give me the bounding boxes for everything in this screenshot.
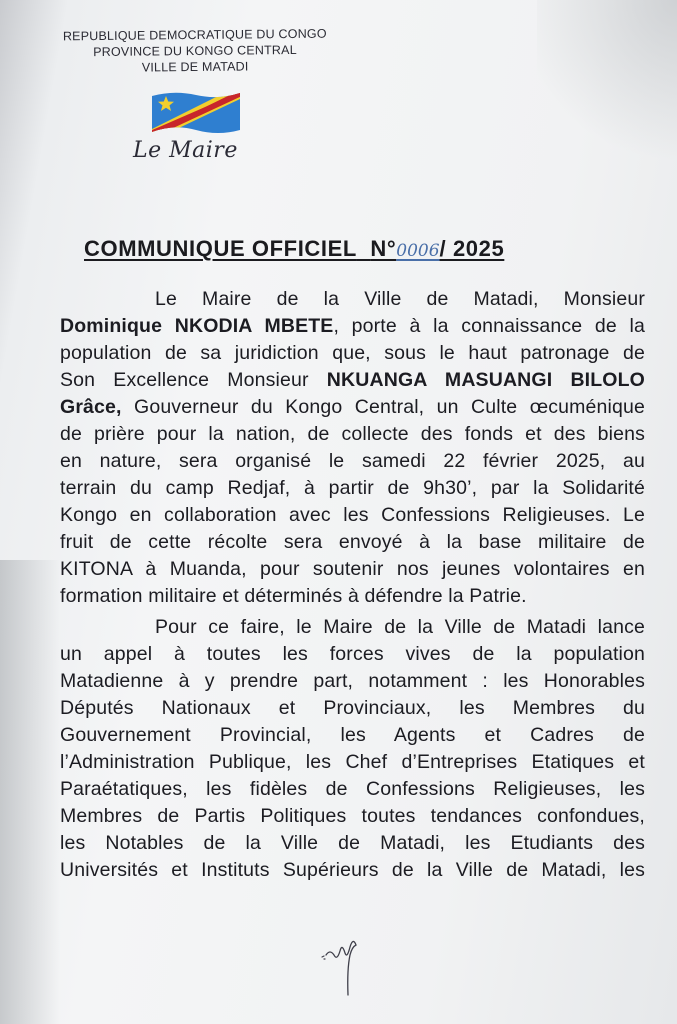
p1-line: Kongo en collaboration avec les Confessions Religieuses. Le xyxy=(60,504,645,526)
title-handwritten-number: 0006 xyxy=(396,241,440,261)
p1-line: Grâce, Gouverneur du Kongo Central, un Culte œcuménique xyxy=(60,396,645,418)
p2-line: l’Administration Publique, les Chef d’Entreprises Etatiques et xyxy=(60,751,645,773)
p1-line: Son Excellence Monsieur NKUANGA MASUANGI BILOLO xyxy=(60,369,645,391)
governor-name: NKUANGA MASUANGI BILOLO xyxy=(326,369,645,391)
p2-line: Paraétatiques, les fidèles de Confessions Religieuses, les xyxy=(60,778,645,800)
p2-line: les Notables de la Ville de Matadi, les Etudiants des xyxy=(60,832,645,854)
p2-line: Matadienne à y prendre part, notamment : les Honorables xyxy=(60,670,645,692)
p2-line: Universités et Instituts Supérieurs de la Ville de Matadi, les xyxy=(60,859,645,881)
communique-body xyxy=(60,286,645,884)
mayor-office-title: Le Maire xyxy=(133,138,238,163)
p1-line: en nature, sera organisé le samedi 22 février 2025, au xyxy=(60,450,645,472)
p1-line: de prière pour la nation, de collecte des fonds et des biens xyxy=(60,423,645,445)
page-shadow-corner xyxy=(537,0,677,180)
mayor-name: Dominique NKODIA MBETE xyxy=(60,315,334,337)
p1-line: terrain du camp Redjaf, à partir de 9h30’, par la Solidarité xyxy=(60,477,645,499)
page-shadow xyxy=(0,560,60,1024)
p1-line: Dominique NKODIA MBETE, porte à la connaissance de la xyxy=(60,315,645,337)
letterhead xyxy=(40,25,350,76)
p2-line: Membres de Partis Politiques toutes tendances confondues, xyxy=(60,805,645,827)
letterhead-city: VILLE DE MATADI xyxy=(141,59,249,75)
title-number-prefix: N° xyxy=(370,236,397,261)
p1-line: Le Maire de la Ville de Matadi, Monsieur xyxy=(155,288,645,310)
letterhead-country: REPUBLIQUE DEMOCRATIQUE DU CONGO xyxy=(62,26,327,44)
title-year: / 2025 xyxy=(439,236,505,261)
p2-line: Gouvernement Provincial, les Agents et Cadres de xyxy=(60,724,645,746)
drc-flag-icon xyxy=(150,90,242,136)
p1-line: population de sa juridiction que, sous le haut patronage de xyxy=(60,342,645,364)
title-label: COMMUNIQUE OFFICIEL xyxy=(84,236,357,261)
p1-line: KITONA à Muanda, pour soutenir nos jeunes volontaires en xyxy=(60,558,645,580)
communique-title xyxy=(84,236,644,262)
p1-line: fruit de cette récolte sera envoyé à la base militaire de xyxy=(60,531,645,553)
p1-line: formation militaire et déterminés à défendre la Patrie. xyxy=(60,585,527,607)
letterhead-province: PROVINCE DU KONGO CENTRAL xyxy=(93,42,297,60)
p2-line: Pour ce faire, le Maire de la Ville de Matadi lance xyxy=(155,616,645,638)
p2-line: Députés Nationaux et Provinciaux, les Membres du xyxy=(60,697,645,719)
handwritten-signature xyxy=(320,925,370,1005)
p2-line: un appel à toutes les forces vives de la population xyxy=(60,643,645,665)
